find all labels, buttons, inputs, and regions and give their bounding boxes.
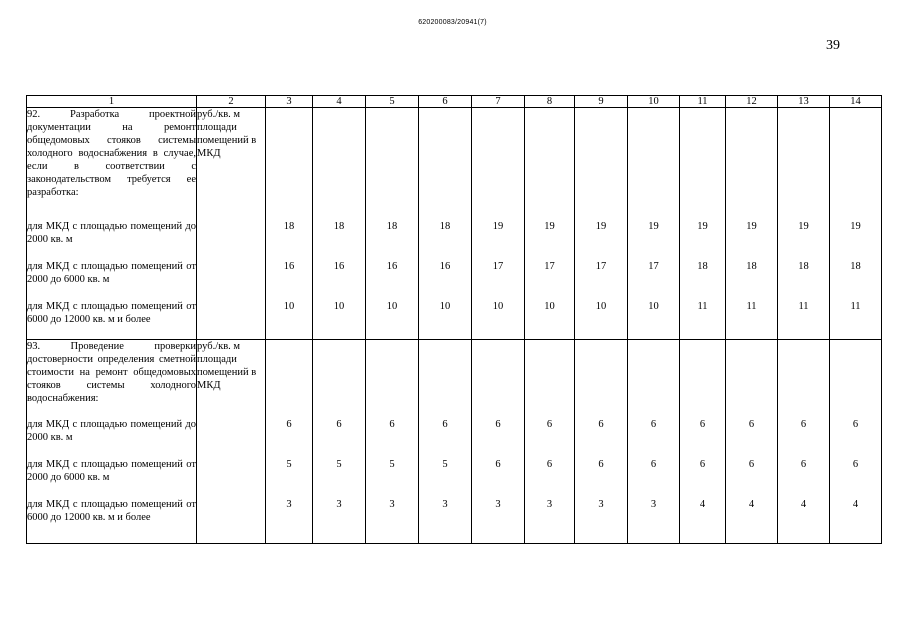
empty-cell — [830, 340, 882, 418]
page-number: 39 — [826, 38, 840, 53]
column-header: 2 — [197, 96, 266, 108]
empty-cell — [726, 340, 778, 418]
table-row — [27, 260, 882, 300]
row-label: для МКД с площадью помещений до 2000 кв. м — [27, 220, 197, 260]
column-header: 11 — [680, 96, 726, 108]
empty-cell — [680, 108, 726, 220]
unit-cell-empty — [197, 458, 266, 498]
value-cell: 6 — [680, 458, 726, 498]
value-cell: 6 — [472, 418, 525, 458]
column-header: 9 — [575, 96, 628, 108]
value-cell: 11 — [726, 300, 778, 340]
row-label: для МКД с площадью помещений от 6000 до 12000 кв. м и более — [27, 498, 197, 544]
value-cell: 6 — [778, 418, 830, 458]
value-cell: 6 — [628, 418, 680, 458]
value-cell: 18 — [726, 260, 778, 300]
column-header: 3 — [266, 96, 313, 108]
column-header: 6 — [419, 96, 472, 108]
empty-cell — [366, 108, 419, 220]
value-cell: 6 — [419, 418, 472, 458]
value-cell: 6 — [525, 418, 575, 458]
empty-cell — [778, 340, 830, 418]
value-cell: 3 — [419, 498, 472, 544]
value-cell: 11 — [680, 300, 726, 340]
value-cell: 6 — [575, 458, 628, 498]
value-cell: 3 — [628, 498, 680, 544]
empty-cell — [575, 108, 628, 220]
value-cell: 19 — [472, 220, 525, 260]
value-cell: 6 — [525, 458, 575, 498]
unit-cell-empty — [197, 300, 266, 340]
column-header: 1 — [27, 96, 197, 108]
unit-cell-empty — [197, 418, 266, 458]
section-title-text: 92. Разработка проектной документации на ремонт общедомовых стояков системы холодного водоснабжения в случае, если в соответствии с законодательством требуется ее разработка: — [27, 109, 196, 198]
empty-cell — [266, 340, 313, 418]
column-header: 13 — [778, 96, 830, 108]
empty-cell — [419, 108, 472, 220]
value-cell: 16 — [266, 260, 313, 300]
column-header: 7 — [472, 96, 525, 108]
column-header: 4 — [313, 96, 366, 108]
empty-cell — [525, 340, 575, 418]
value-cell: 6 — [830, 458, 882, 498]
value-cell: 3 — [313, 498, 366, 544]
value-cell: 19 — [680, 220, 726, 260]
table-row — [27, 458, 882, 498]
value-cell: 18 — [419, 220, 472, 260]
column-header-row — [27, 96, 882, 108]
unit-cell-empty — [197, 260, 266, 300]
value-cell: 6 — [726, 418, 778, 458]
value-cell: 3 — [366, 498, 419, 544]
section-title-row — [27, 340, 882, 418]
value-cell: 3 — [575, 498, 628, 544]
value-cell: 6 — [313, 418, 366, 458]
value-cell: 5 — [366, 458, 419, 498]
value-cell: 6 — [830, 418, 882, 458]
value-cell: 19 — [575, 220, 628, 260]
value-cell: 17 — [525, 260, 575, 300]
empty-cell — [266, 108, 313, 220]
value-cell: 16 — [419, 260, 472, 300]
empty-cell — [313, 340, 366, 418]
empty-cell — [313, 108, 366, 220]
unit-cell: руб./кв. м площади помещений в МКД — [197, 108, 266, 220]
value-cell: 17 — [628, 260, 680, 300]
empty-cell — [680, 340, 726, 418]
tariff-table — [26, 95, 882, 544]
value-cell: 4 — [778, 498, 830, 544]
table-row — [27, 498, 882, 544]
value-cell: 3 — [266, 498, 313, 544]
row-label: для МКД с площадью помещений до 2000 кв. м — [27, 418, 197, 458]
value-cell: 6 — [680, 418, 726, 458]
section-title — [27, 108, 197, 220]
column-header: 8 — [525, 96, 575, 108]
unit-cell: руб./кв. м площади помещений в МКД — [197, 340, 266, 418]
section-title-text: 93. Проведение проверки достоверности определения сметной стоимости на ремонт общедомовых стояков системы холодного водоснабжения: — [27, 341, 196, 404]
value-cell: 5 — [419, 458, 472, 498]
value-cell: 10 — [575, 300, 628, 340]
value-cell: 16 — [313, 260, 366, 300]
table-row — [27, 418, 882, 458]
empty-cell — [472, 340, 525, 418]
value-cell: 10 — [266, 300, 313, 340]
empty-cell — [419, 340, 472, 418]
section-title-row — [27, 108, 882, 220]
section-title — [27, 340, 197, 418]
value-cell: 17 — [472, 260, 525, 300]
value-cell: 18 — [680, 260, 726, 300]
value-cell: 6 — [778, 458, 830, 498]
empty-cell — [628, 340, 680, 418]
value-cell: 6 — [366, 418, 419, 458]
empty-cell — [628, 108, 680, 220]
empty-cell — [830, 108, 882, 220]
value-cell: 10 — [419, 300, 472, 340]
empty-cell — [525, 108, 575, 220]
value-cell: 11 — [830, 300, 882, 340]
value-cell: 19 — [525, 220, 575, 260]
empty-cell — [366, 340, 419, 418]
value-cell: 10 — [366, 300, 419, 340]
value-cell: 18 — [830, 260, 882, 300]
value-cell: 10 — [525, 300, 575, 340]
column-header: 14 — [830, 96, 882, 108]
column-header: 12 — [726, 96, 778, 108]
column-header: 5 — [366, 96, 419, 108]
unit-cell-empty — [197, 498, 266, 544]
empty-cell — [778, 108, 830, 220]
value-cell: 19 — [726, 220, 778, 260]
value-cell: 18 — [366, 220, 419, 260]
value-cell: 6 — [628, 458, 680, 498]
row-label: для МКД с площадью помещений от 6000 до 12000 кв. м и более — [27, 300, 197, 340]
table-row — [27, 300, 882, 340]
value-cell: 19 — [830, 220, 882, 260]
value-cell: 10 — [472, 300, 525, 340]
value-cell: 6 — [266, 418, 313, 458]
empty-cell — [575, 340, 628, 418]
value-cell: 10 — [628, 300, 680, 340]
unit-cell-empty — [197, 220, 266, 260]
value-cell: 18 — [266, 220, 313, 260]
value-cell: 5 — [266, 458, 313, 498]
empty-cell — [472, 108, 525, 220]
value-cell: 4 — [830, 498, 882, 544]
value-cell: 3 — [525, 498, 575, 544]
row-label: для МКД с площадью помещений от 2000 до 6000 кв. м — [27, 260, 197, 300]
value-cell: 10 — [313, 300, 366, 340]
value-cell: 19 — [778, 220, 830, 260]
column-header: 10 — [628, 96, 680, 108]
value-cell: 18 — [778, 260, 830, 300]
document-id: 620200083/20941(7) — [418, 19, 487, 26]
value-cell: 4 — [680, 498, 726, 544]
value-cell: 11 — [778, 300, 830, 340]
value-cell: 6 — [472, 458, 525, 498]
value-cell: 4 — [726, 498, 778, 544]
value-cell: 3 — [472, 498, 525, 544]
value-cell: 17 — [575, 260, 628, 300]
value-cell: 19 — [628, 220, 680, 260]
value-cell: 18 — [313, 220, 366, 260]
value-cell: 16 — [366, 260, 419, 300]
value-cell: 6 — [575, 418, 628, 458]
table-row — [27, 220, 882, 260]
value-cell: 6 — [726, 458, 778, 498]
row-label: для МКД с площадью помещений от 2000 до 6000 кв. м — [27, 458, 197, 498]
value-cell: 5 — [313, 458, 366, 498]
empty-cell — [726, 108, 778, 220]
